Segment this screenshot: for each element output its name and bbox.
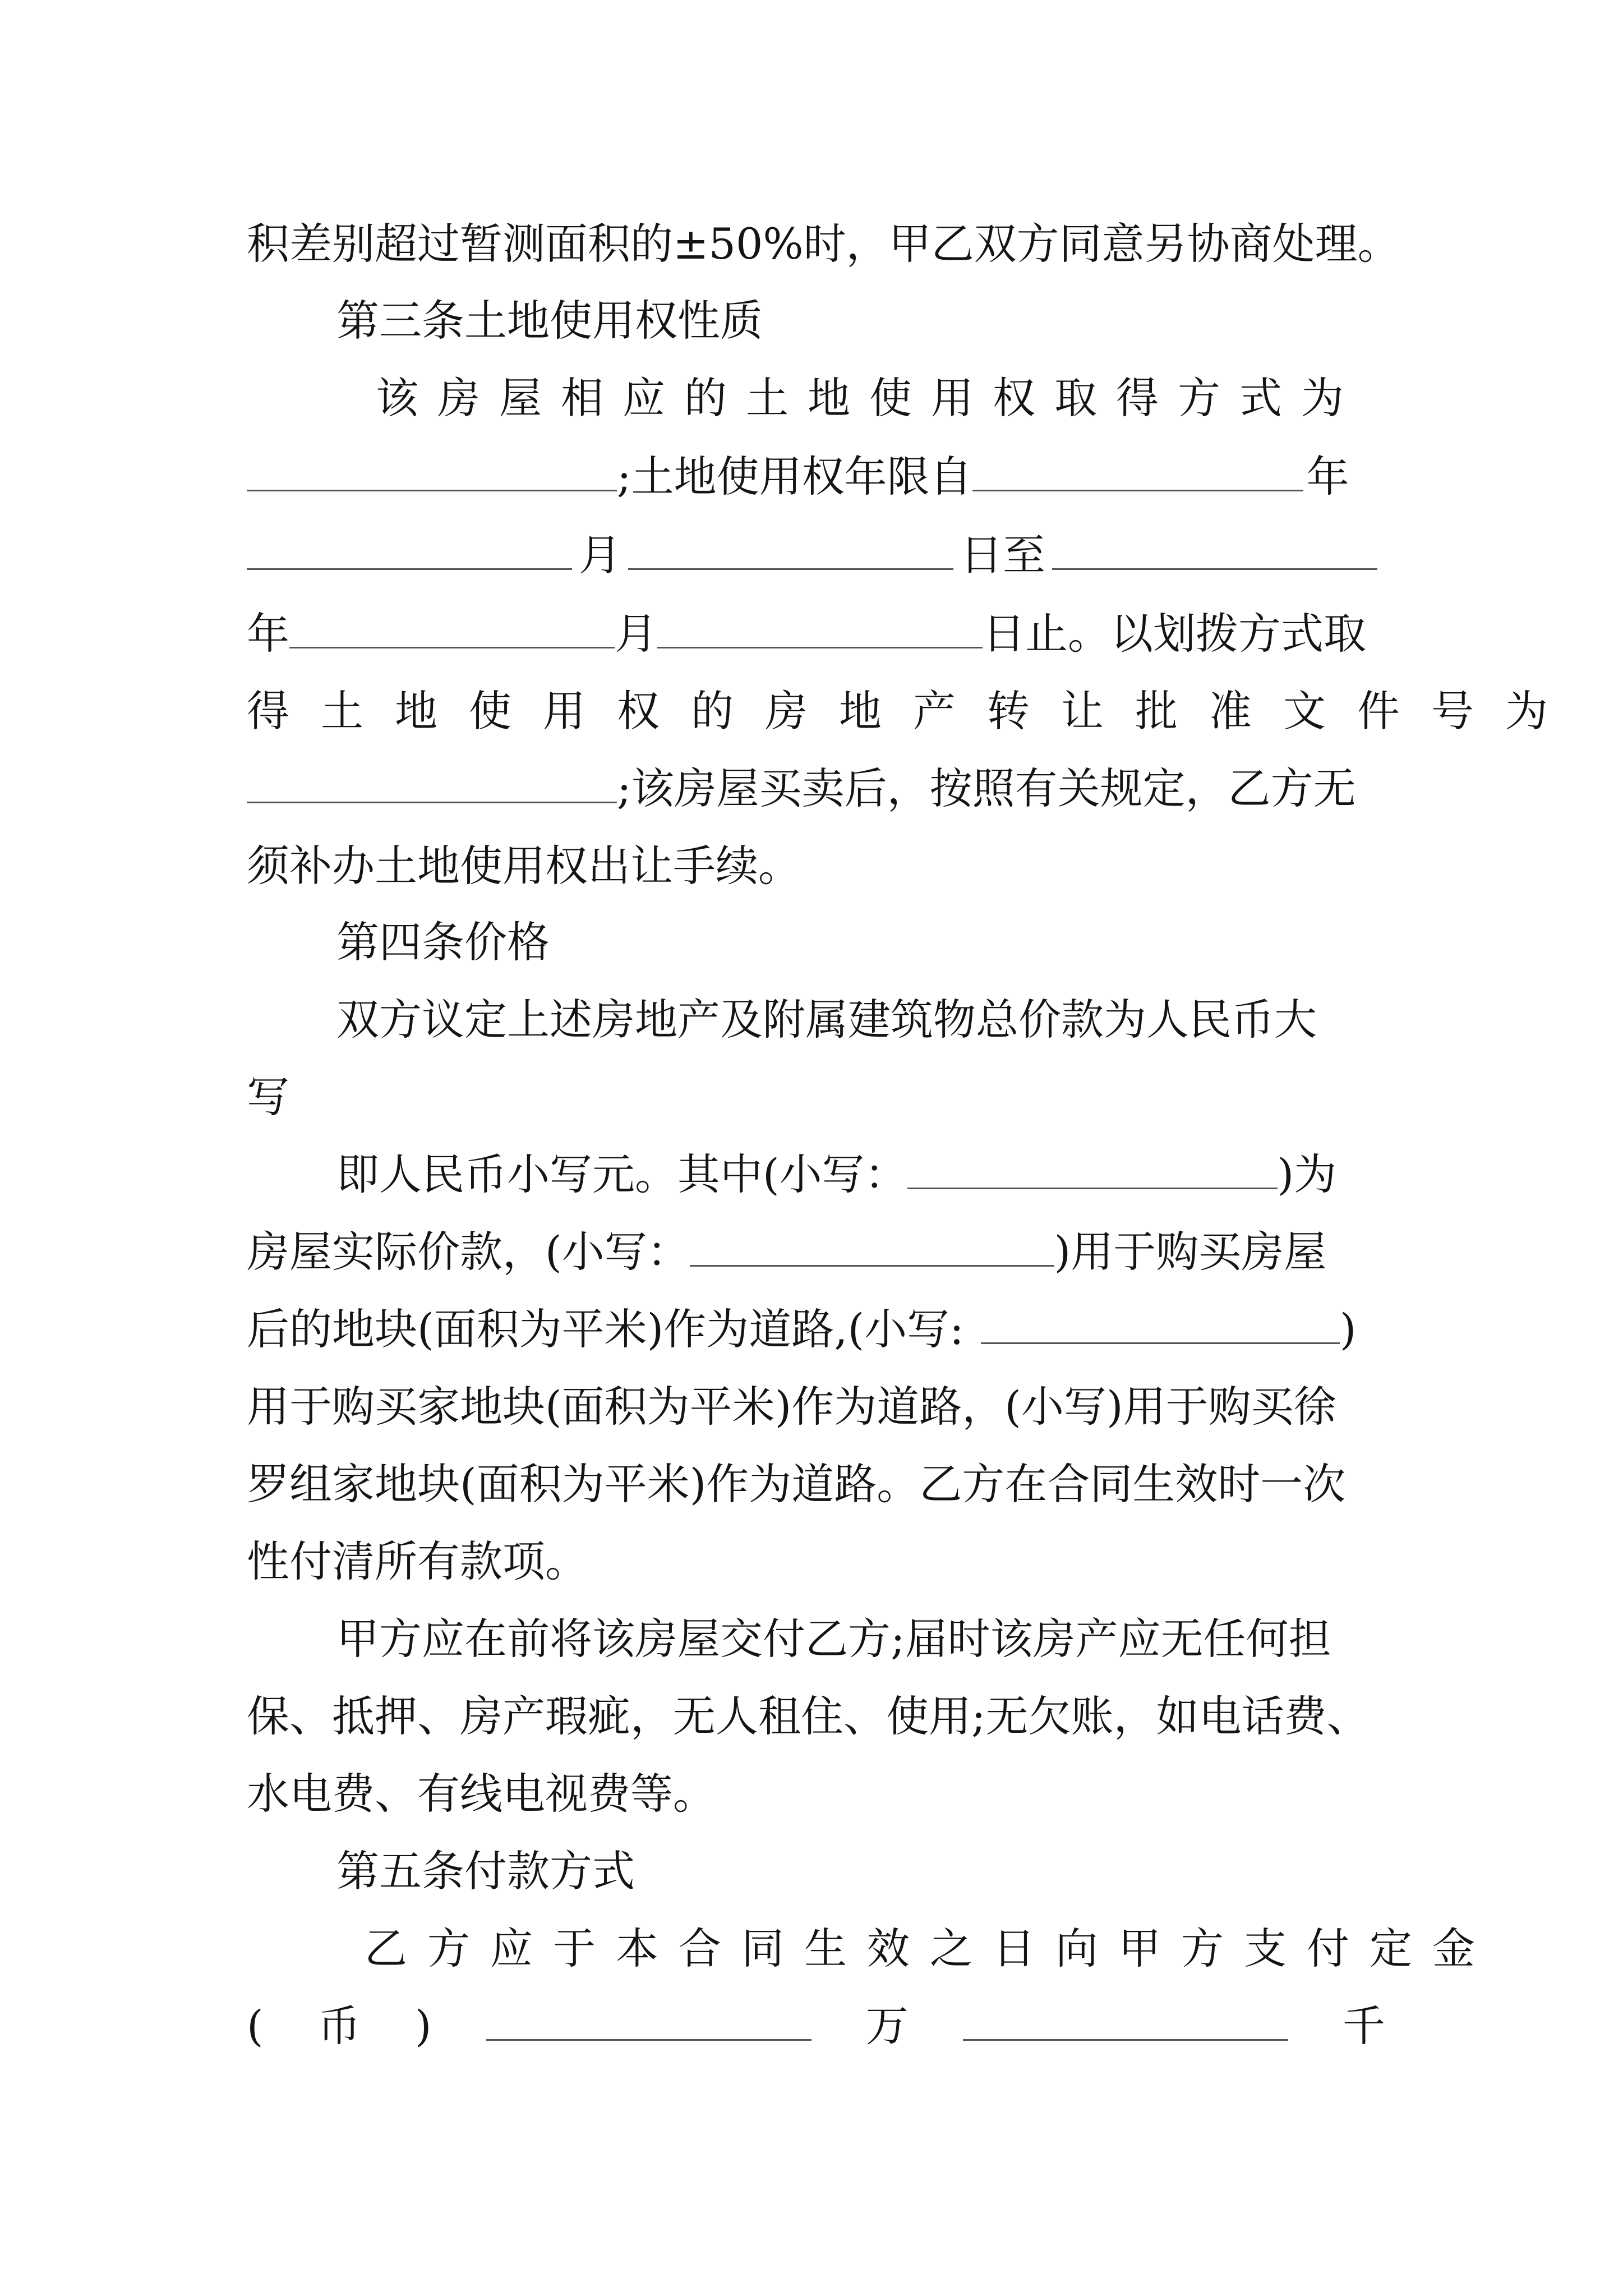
text-fragment: 万	[865, 2001, 909, 2051]
blank-field	[907, 1148, 1278, 1189]
text-fragment: ;土地使用权年限自	[617, 452, 972, 501]
paragraph-line	[247, 683, 1579, 739]
paragraph-line	[247, 1224, 1385, 1280]
blank-field	[963, 2000, 1288, 2041]
section-heading-5: 第五条付款方式	[336, 1846, 635, 1896]
blank-field	[628, 529, 953, 570]
text-fragment: )	[1339, 1304, 1357, 1354]
blank-field	[247, 529, 572, 570]
paragraph-line	[247, 527, 1385, 583]
blank-field	[247, 762, 617, 803]
text-fragment: (	[247, 2001, 264, 2051]
paragraph-line: 罗组家地块(面积为平米)作为道路。乙方在合同生效时一次	[247, 1459, 1346, 1509]
paragraph-line: 保、抵押、房产瑕疵，无人租住、使用;无欠账，如电话费、	[247, 1691, 1370, 1741]
blank-field	[289, 608, 615, 648]
text-fragment: 币	[317, 2001, 361, 2051]
blank-field	[247, 450, 617, 491]
text-fragment: 日至	[960, 530, 1045, 580]
text-fragment: ;该房屋买卖后，按照有关规定，乙方无	[617, 763, 1356, 813]
text-fragment: 月	[579, 530, 621, 580]
text-fragment: )	[414, 2001, 432, 2051]
justified-text: 乙方应于本合同生效之日向甲方支付定金	[365, 1924, 1495, 1973]
text-fragment: 日止。以划拨方式取	[983, 609, 1366, 659]
section-heading-3: 第三条土地使用权性质	[336, 296, 763, 346]
paragraph-line: 性付清所有款项。	[247, 1536, 588, 1586]
justified-text: 得土地使用权的房地产转让批准文件号为	[247, 686, 1579, 736]
text-fragment: 年	[1306, 452, 1349, 501]
paragraph-line	[376, 370, 1385, 426]
text-fragment: )用于购买房屋	[1054, 1227, 1327, 1277]
text-fragment: 即人民币小写元。其中(小写：	[336, 1149, 907, 1199]
paragraph-line: 甲方应在前将该房屋交付乙方;届时该房产应无任何担	[336, 1614, 1331, 1664]
paragraph-line: 须补办土地使用权出让手续。	[247, 841, 801, 891]
text-fragment: 年	[247, 609, 289, 659]
blank-field	[657, 608, 983, 648]
text-fragment: 后的地块(面积为平米)作为道路,(小写:	[247, 1304, 964, 1354]
paragraph-line: 用于购买家地块(面积为平米)作为道路，(小写)用于购买徐	[247, 1382, 1336, 1432]
paragraph-line: 积差别超过暂测面积的±50%时，甲乙双方同意另协商处理。	[247, 219, 1400, 269]
section-heading-4: 第四条价格	[336, 917, 550, 967]
paragraph-line	[247, 1301, 1385, 1358]
blank-field	[690, 1226, 1054, 1267]
paragraph-line	[336, 1147, 1385, 1203]
blank-field	[981, 1303, 1340, 1344]
text-fragment: 千	[1342, 2001, 1385, 2051]
paragraph-line: 写	[247, 1072, 289, 1122]
text-fragment: 房屋实际价款，(小写：	[247, 1227, 690, 1277]
paragraph-line	[365, 1921, 1495, 1977]
paragraph-line	[247, 1998, 1385, 2054]
text-fragment: 月	[615, 609, 657, 659]
paragraph-line	[247, 449, 1385, 505]
paragraph-line	[247, 761, 1385, 817]
blank-field	[972, 450, 1303, 491]
blank-field	[486, 2000, 811, 2041]
blank-field	[1052, 529, 1377, 570]
paragraph-line: 双方议定上述房地产及附属建筑物总价款为人民币大	[336, 995, 1317, 1045]
paragraph-line: 水电费、有线电视费等。	[247, 1769, 716, 1819]
text-fragment: )为	[1277, 1149, 1337, 1199]
paragraph-line	[247, 606, 1385, 662]
justified-text: 该房屋相应的土地使用权取得方式为	[376, 373, 1363, 423]
